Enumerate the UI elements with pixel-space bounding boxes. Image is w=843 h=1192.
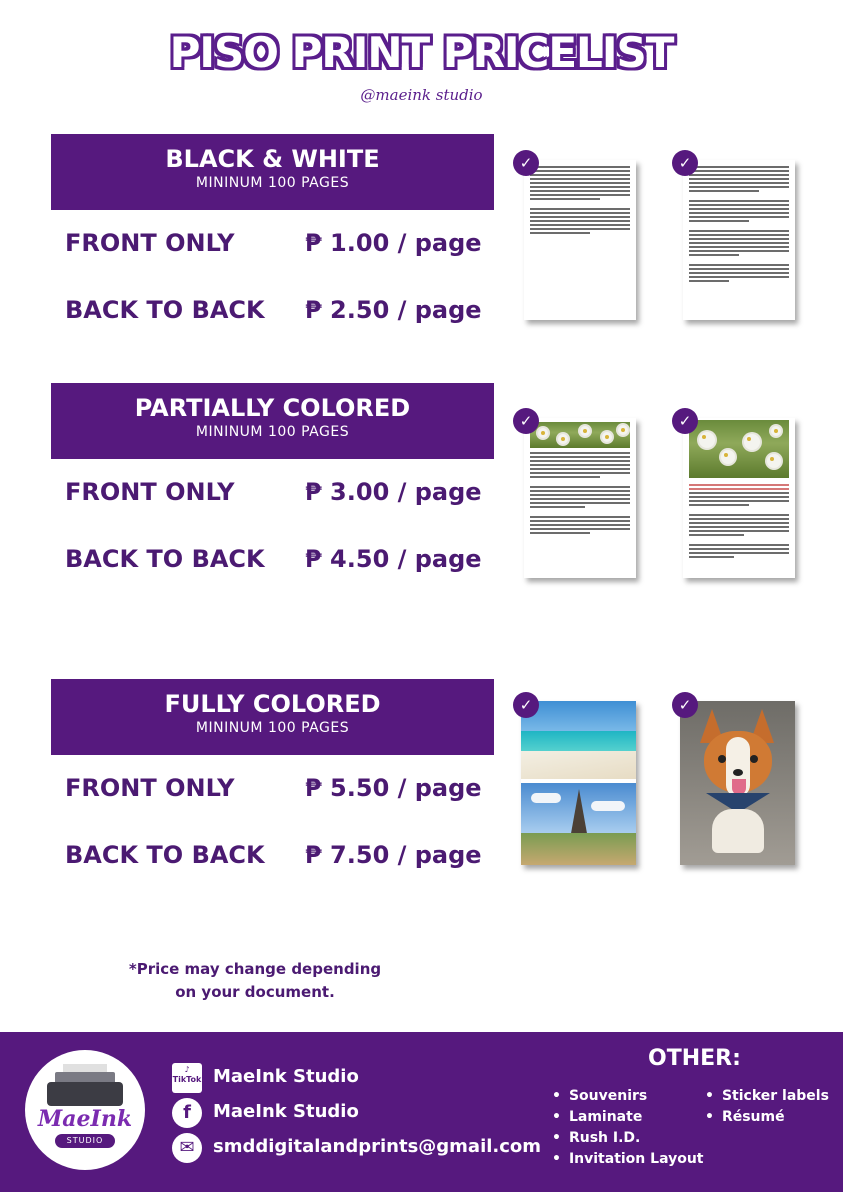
tiktok-handle: MaeInk Studio (213, 1066, 359, 1087)
check-icon: ✓ (513, 692, 539, 718)
row-price: ₱ 4.50 / page (305, 545, 482, 573)
check-icon: ✓ (513, 150, 539, 176)
section-fully-colored (51, 679, 494, 869)
price-row-front-only (65, 774, 495, 808)
section-minimum: MININUM 100 PAGES (195, 720, 350, 736)
other-item: • Rush I.D. (552, 1130, 640, 1146)
price-note: *Price may change depending on your document. (128, 960, 382, 1001)
section-title: PARTIALLY COLORED (134, 394, 411, 422)
section-title: FULLY COLORED (164, 690, 381, 718)
page-subtitle: @maeink studio (360, 86, 483, 104)
maeink-logo (25, 1050, 145, 1170)
row-price: ₱ 1.00 / page (305, 229, 482, 257)
section-partially-colored (51, 383, 494, 573)
section-band (51, 679, 494, 755)
row-label: BACK TO BACK (65, 545, 265, 573)
logo-text: MaeInk (37, 1106, 133, 1132)
partial-back-sample-image (683, 418, 795, 578)
row-price: ₱ 3.00 / page (305, 478, 482, 506)
row-label: BACK TO BACK (65, 296, 265, 324)
section-minimum: MININUM 100 PAGES (195, 175, 350, 191)
check-icon: ✓ (672, 408, 698, 434)
other-services-title: OTHER: (648, 1046, 741, 1071)
partial-front-sample-image (524, 418, 636, 578)
section-band (51, 134, 494, 210)
section-band (51, 383, 494, 459)
row-label: BACK TO BACK (65, 841, 265, 869)
price-row-back-to-back (65, 545, 495, 579)
row-price: ₱ 7.50 / page (305, 841, 482, 869)
row-label: FRONT ONLY (65, 774, 235, 802)
row-label: FRONT ONLY (65, 478, 235, 506)
bw-front-sample-image (524, 160, 636, 320)
tiktok-icon: ♪ TikTok (172, 1063, 202, 1093)
price-row-back-to-back (65, 296, 495, 330)
email-icon: ✉ (172, 1133, 202, 1163)
section-minimum: MININUM 100 PAGES (195, 424, 350, 440)
other-item: • Souvenirs (552, 1088, 647, 1104)
row-price: ₱ 5.50 / page (305, 774, 482, 802)
footer (0, 1032, 843, 1192)
price-row-front-only (65, 229, 495, 263)
corgi-photo (680, 701, 795, 865)
section-title: BLACK & WHITE (165, 145, 380, 173)
facebook-icon: f (172, 1098, 202, 1128)
other-item: • Laminate (552, 1109, 642, 1125)
other-item: • Résumé (705, 1109, 785, 1125)
beach-eiffel-photo (521, 701, 636, 865)
check-icon: ✓ (672, 692, 698, 718)
section-black-white (51, 134, 494, 324)
facebook-handle: MaeInk Studio (213, 1101, 359, 1122)
email-address: smddigitalandprints@gmail.com (213, 1136, 542, 1157)
bw-back-sample-image (683, 160, 795, 320)
check-icon: ✓ (513, 408, 539, 434)
row-price: ₱ 2.50 / page (305, 296, 482, 324)
page-title: PISO PRINT PRICELIST (169, 28, 674, 77)
price-row-front-only (65, 478, 495, 512)
price-row-back-to-back (65, 841, 495, 875)
row-label: FRONT ONLY (65, 229, 235, 257)
other-item: • Sticker labels (705, 1088, 829, 1104)
logo-sub: STUDIO (55, 1134, 115, 1148)
check-icon: ✓ (672, 150, 698, 176)
other-item: • Invitation Layout (552, 1151, 703, 1167)
